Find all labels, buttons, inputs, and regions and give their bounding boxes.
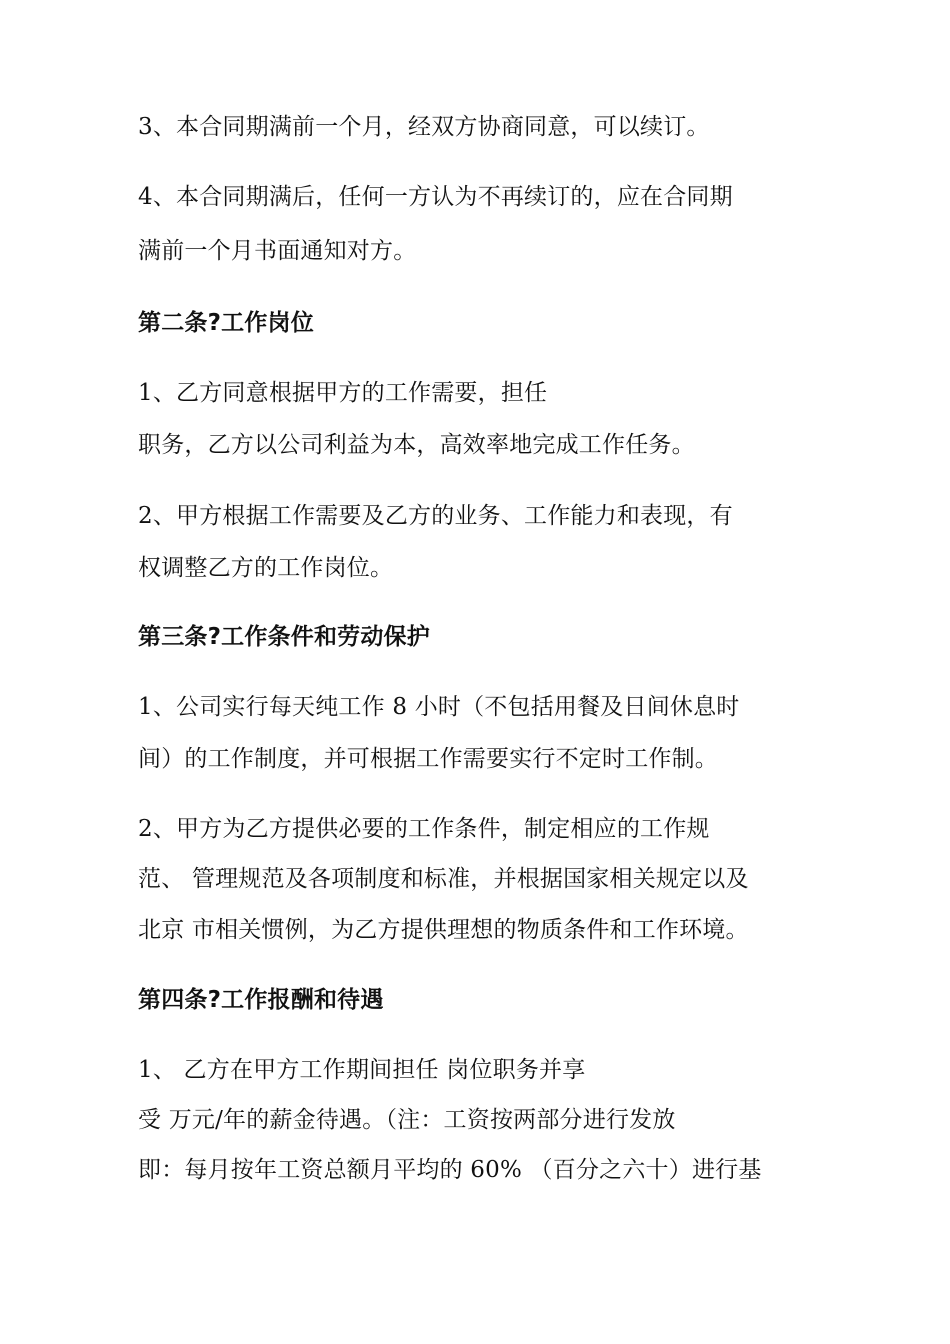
- clause-1-item-3: 3、本合同期满前一个月，经双方协商同意，可以续订。: [138, 114, 710, 140]
- clause-2-item-2-line-2: 权调整乙方的工作岗位。: [138, 555, 394, 581]
- clause-3-item-2-line-3: 北京 市相关惯例，为乙方提供理想的物质条件和工作环境。: [138, 917, 749, 943]
- clause-3-item-1-line-2: 间）的工作制度，并可根据工作需要实行不定时工作制。: [138, 746, 718, 772]
- clause-2-item-2-line-1: 2、甲方根据工作需要及乙方的业务、工作能力和表现，有: [138, 503, 733, 529]
- clause-3-item-2-line-2: 范、 管理规范及各项制度和标准，并根据国家相关规定以及: [138, 866, 749, 892]
- clause-3-item-1-line-1: 1、公司实行每天纯工作 8 小时（不包括用餐及日间休息时: [138, 694, 740, 720]
- clause-2-heading: 第二条?工作岗位: [138, 310, 314, 336]
- clause-2-item-1-line-2: 职务，乙方以公司利益为本，高效率地完成工作任务。: [138, 432, 695, 458]
- clause-4-item-1-line-2: 受 万元/年的薪金待遇。（注：工资按两部分进行发放: [138, 1107, 676, 1133]
- clause-1-item-4-line-2: 满前一个月书面通知对方。: [138, 238, 417, 264]
- clause-3-heading: 第三条?工作条件和劳动保护: [138, 624, 430, 650]
- clause-2-item-1-line-1: 1、乙方同意根据甲方的工作需要，担任: [138, 380, 548, 406]
- clause-1-item-4-line-1: 4、本合同期满后，任何一方认为不再续订的，应在合同期: [138, 184, 733, 210]
- clause-4-heading: 第四条?工作报酬和待遇: [138, 987, 384, 1013]
- clause-4-item-1-line-1: 1、 乙方在甲方工作期间担任 岗位职务并享: [138, 1057, 586, 1083]
- clause-3-item-2-line-1: 2、甲方为乙方提供必要的工作条件，制定相应的工作规: [138, 816, 710, 842]
- clause-4-item-1-line-3: 即：每月按年工资总额月平均的 60% （百分之六十）进行基: [138, 1157, 762, 1183]
